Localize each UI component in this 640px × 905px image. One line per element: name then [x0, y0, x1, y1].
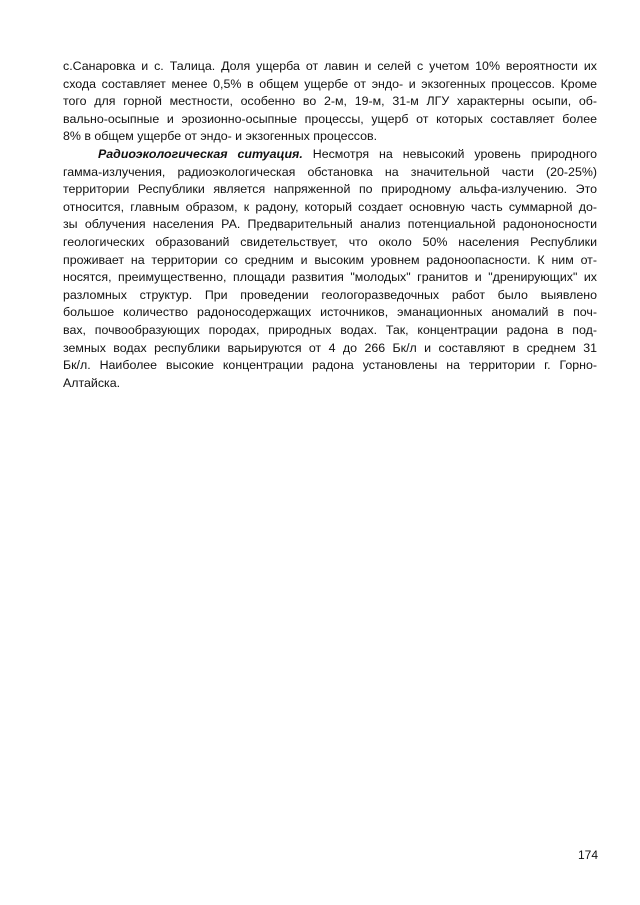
text-line: проживает на территории со средним и высоким уровнем радоноопасности. К ним от- — [63, 252, 597, 267]
body-text — [63, 58, 597, 392]
text-line: схода составляет менее 0,5% в общем ущербе от эндо- и экзогенных процессов. Кроме — [63, 76, 597, 91]
text-line: большое количество радоносодержащих источников, эманационных аномалий в поч- — [63, 305, 597, 320]
text-line: Бк/л. Наиболее высокие концентрации радона установлены на территории г. Горно- — [63, 358, 597, 373]
text-line — [63, 146, 597, 164]
page-number: 174 — [577, 848, 598, 862]
paragraph-1 — [63, 58, 597, 146]
text-line: разломных структур. При проведении геологоразведочных работ было выявлено — [63, 287, 597, 302]
text-line: относится, главным образом, к радону, который создает основную часть суммарной до- — [63, 199, 597, 214]
text-line: земных водах республики варьируются от 4 до 266 Бк/л и составляют в среднем 31 — [63, 340, 597, 355]
text-line: носятся, преимущественно, площади развития "молодых" гранитов и "дренирующих" их — [63, 270, 597, 285]
text-line: вально-осыпные и эрозионно-осыпные процессы, ущерб от которых составляет более — [63, 111, 597, 126]
text-line: с.Санаровка и с. Талица. Доля ущерба от лавин и селей с учетом 10% вероятности их — [63, 59, 597, 73]
text-line: того для горной местности, особенно во 2-м, 19-м, 31-м ЛГУ характерны осыпи, об- — [63, 94, 597, 109]
paragraph-2 — [63, 146, 597, 392]
section-heading: Радиоэкологическая ситуация. — [98, 146, 303, 161]
text-line: Алтайска. — [63, 375, 121, 390]
text-line: 8% в общем ущербе от эндо- и экзогенных процессов. — [63, 129, 378, 144]
text-line: зы облучения населения РА. Предварительный анализ потенциальной радононосности — [63, 217, 597, 232]
text-line: геологических образований свидетельствует, что около 50% населения Республики — [63, 234, 597, 249]
text-line: территории Республики является напряженной по природному альфа-излучению. Это — [63, 182, 597, 197]
heading-line-text: Несмотря на невысокий уровень природного — [302, 146, 597, 161]
text-line: гамма-излучения, радиоэкологическая обстановка на значительной части (20-25%) — [63, 164, 597, 179]
text-line: вах, почвообразующих породах, природных водах. Так, концентрации радона в под- — [63, 322, 597, 337]
